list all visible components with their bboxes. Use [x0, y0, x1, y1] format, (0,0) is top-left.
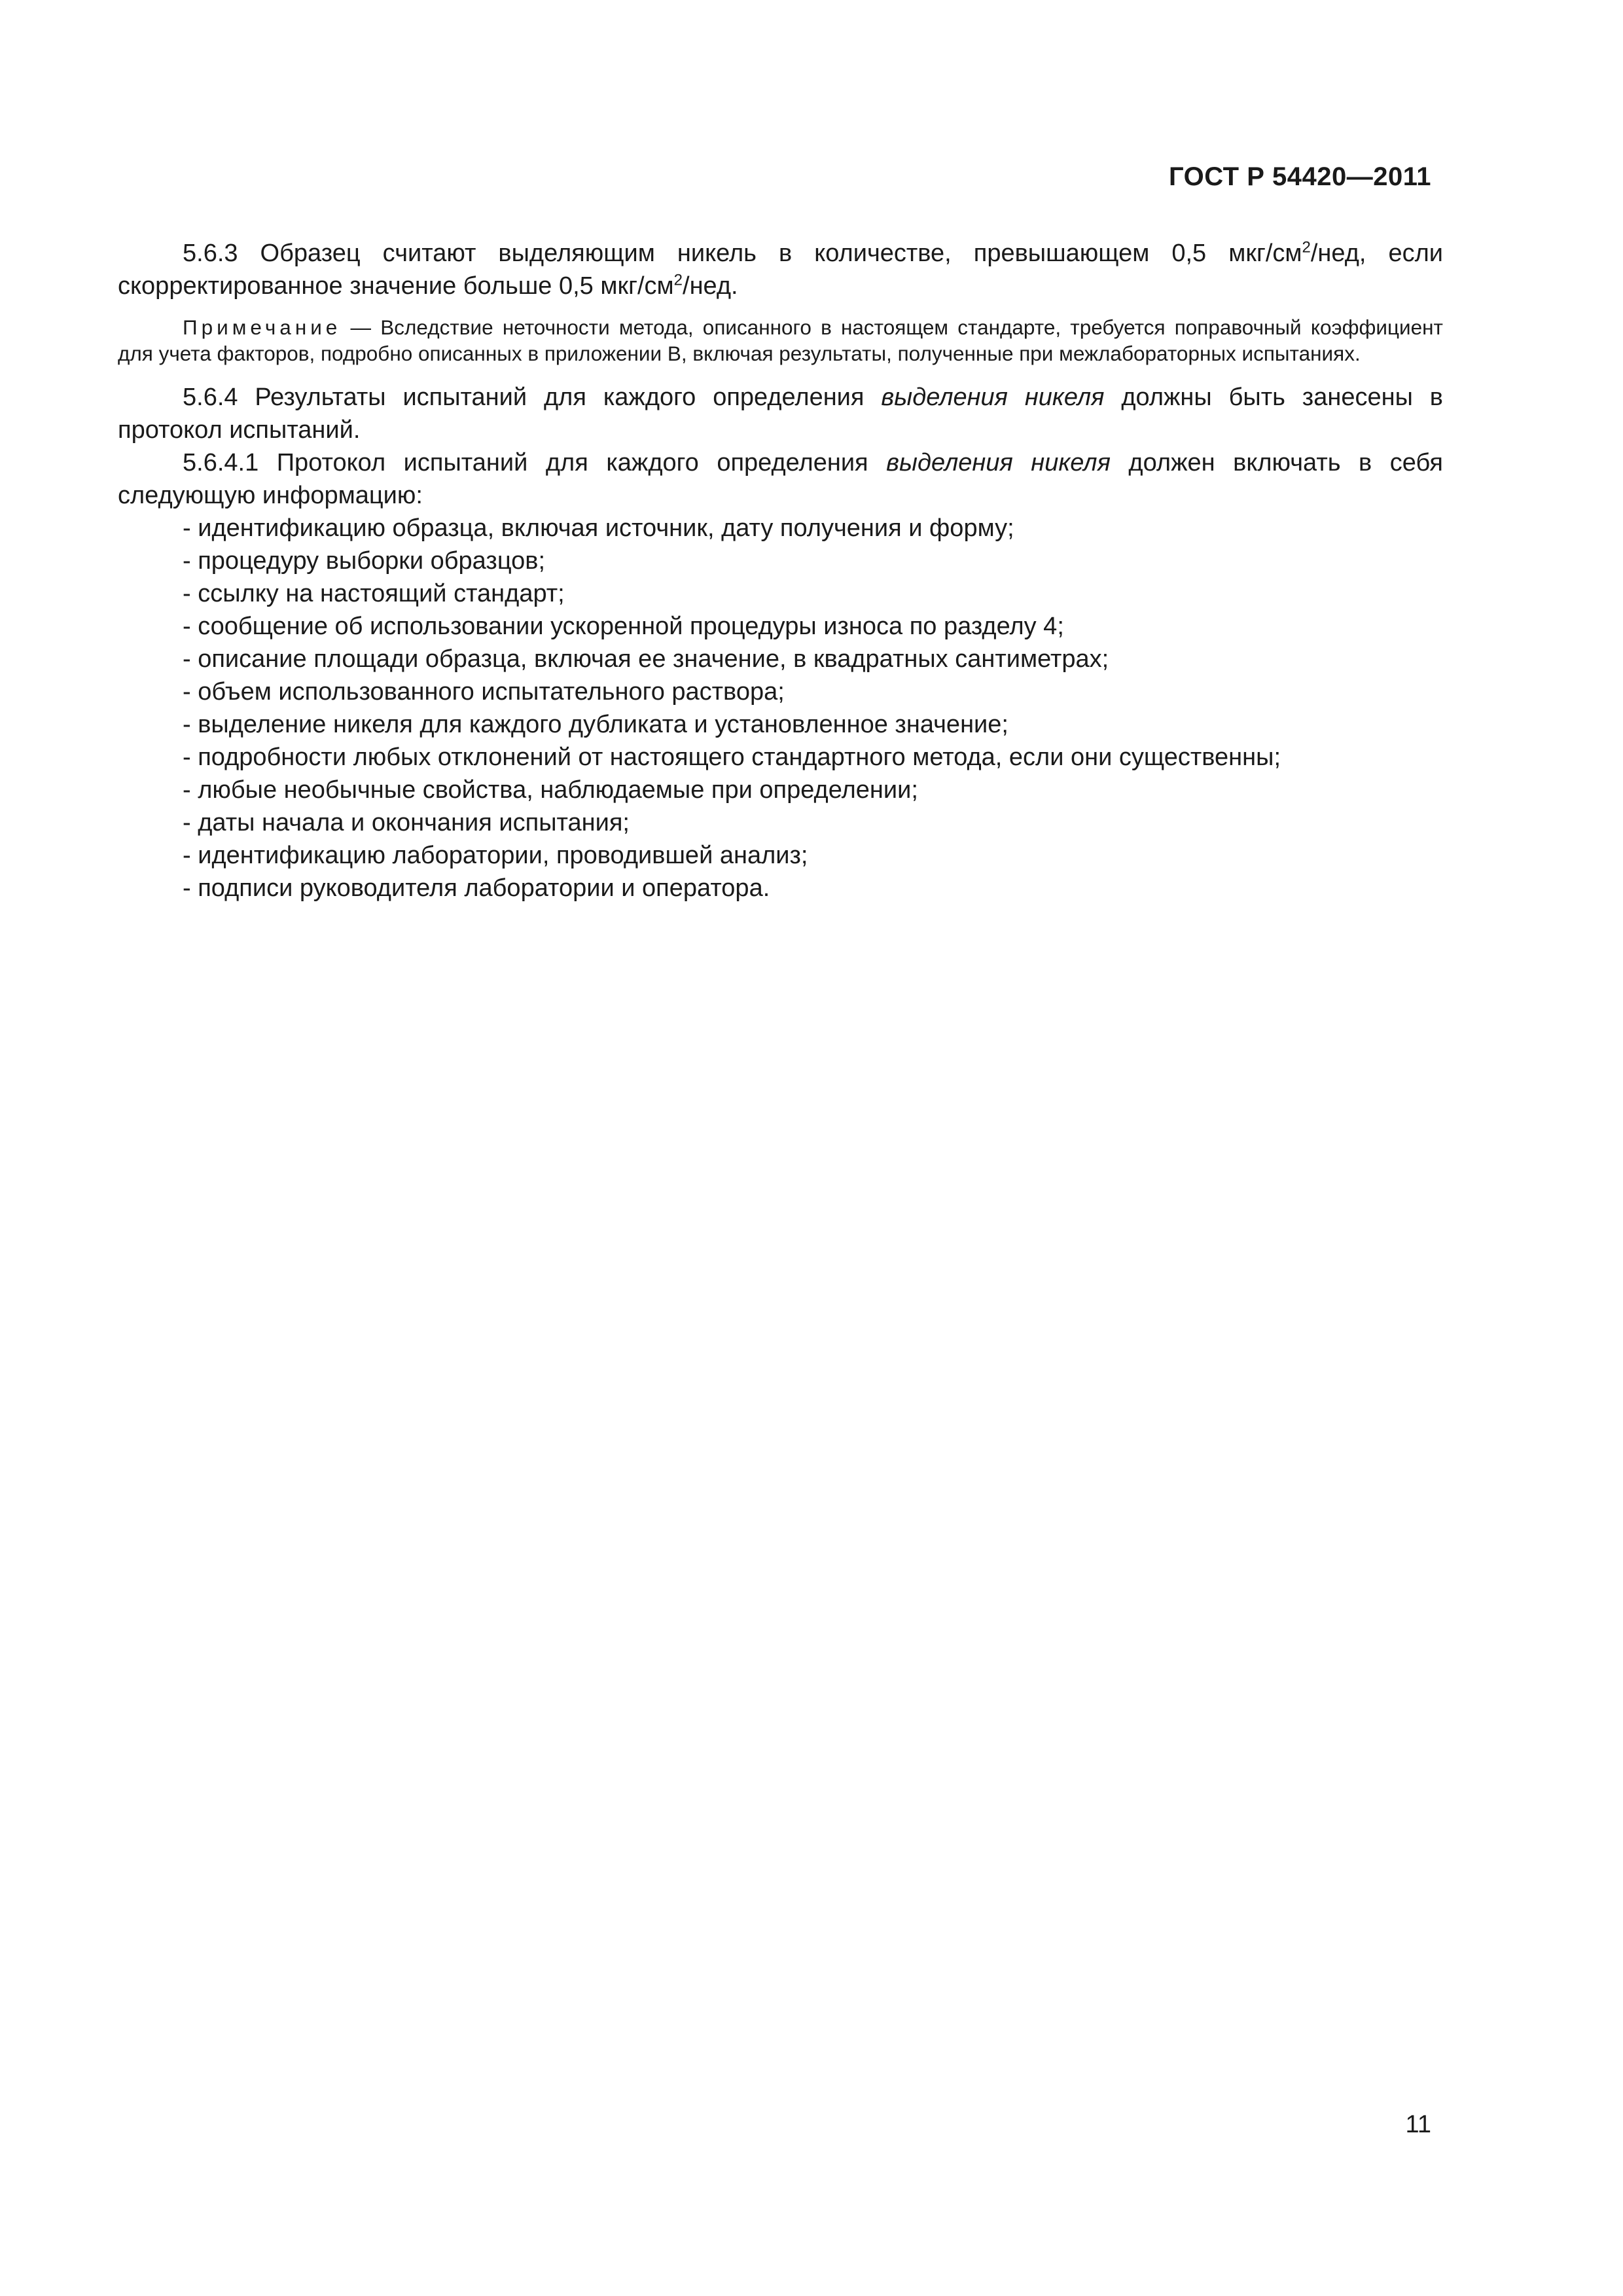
note-label: Примечание: [183, 315, 342, 339]
list-item: - идентификацию лаборатории, проводившей анализ;: [183, 839, 1443, 872]
list-item: - процедуру выборки образцов;: [183, 545, 1443, 577]
paragraph-5-6-4-1: [118, 446, 1443, 512]
list-item: - любые необычные свойства, наблюдаемые при определении;: [183, 774, 1443, 806]
superscript-exponent: 2: [673, 271, 683, 289]
report-contents-list: [118, 512, 1443, 905]
document-body: [118, 237, 1443, 905]
note-text: Вследствие неточности метода, описанного в настоящем стандарте, требуется поправочный коэффициент для учета факторов, подробно описанных в приложении В, включая результаты, полученные при межлабораторных испытаниях.: [118, 315, 1443, 365]
list-item: - подробности любых отклонений от настоящего стандартного метода, если они существенны;: [183, 741, 1443, 774]
paragraph-5-6-3: [118, 237, 1443, 302]
list-item: - сообщение об использовании ускоренной процедуры износа по разделу 4;: [183, 610, 1443, 643]
list-item: - ссылку на настоящий стандарт;: [183, 577, 1443, 610]
note-dash: —: [341, 315, 381, 339]
list-item: - описание площади образца, включая ее значение, в квадратных сантиметрах;: [183, 643, 1443, 675]
paragraph-5-6-4-1-lead: 5.6.4.1 Протокол испытаний для каждого определения: [183, 449, 887, 476]
list-item: - идентификацию образца, включая источник, дату получения и форму;: [183, 512, 1443, 545]
page-number: 11: [1405, 2111, 1431, 2138]
paragraph-5-6-4-1-emphasis: выделения никеля: [886, 449, 1111, 476]
list-item: - выделение никеля для каждого дубликата и установленное значение;: [183, 708, 1443, 741]
document-code: ГОСТ Р 54420—2011: [1169, 162, 1431, 191]
list-item: - даты начала и окончания испытания;: [183, 806, 1443, 839]
list-item: - объем использованного испытательного раствора;: [183, 675, 1443, 708]
note-paragraph: [118, 314, 1443, 367]
paragraph-5-6-4-lead: 5.6.4 Результаты испытаний для каждого определения: [183, 384, 882, 411]
paragraph-5-6-3-tail: /нед.: [683, 272, 738, 300]
list-item: - подписи руководителя лаборатории и оператора.: [183, 872, 1443, 905]
paragraph-5-6-3-lead: 5.6.3 Образец считают выделяющим никель в количестве, превышающем 0,5 мкг/см: [183, 240, 1302, 267]
paragraph-5-6-4: [118, 381, 1443, 446]
paragraph-5-6-4-tail: должны быть занесены в протокол испытаний.: [118, 384, 1443, 444]
superscript-exponent: 2: [1302, 238, 1311, 257]
paragraph-5-6-3-mid: /нед, если скорректированное значение больше 0,5 мкг/см: [118, 240, 1443, 300]
paragraph-5-6-4-emphasis: выделения никеля: [881, 384, 1105, 411]
paragraph-5-6-4-1-tail: должен включать в себя следующую информацию:: [118, 449, 1443, 509]
